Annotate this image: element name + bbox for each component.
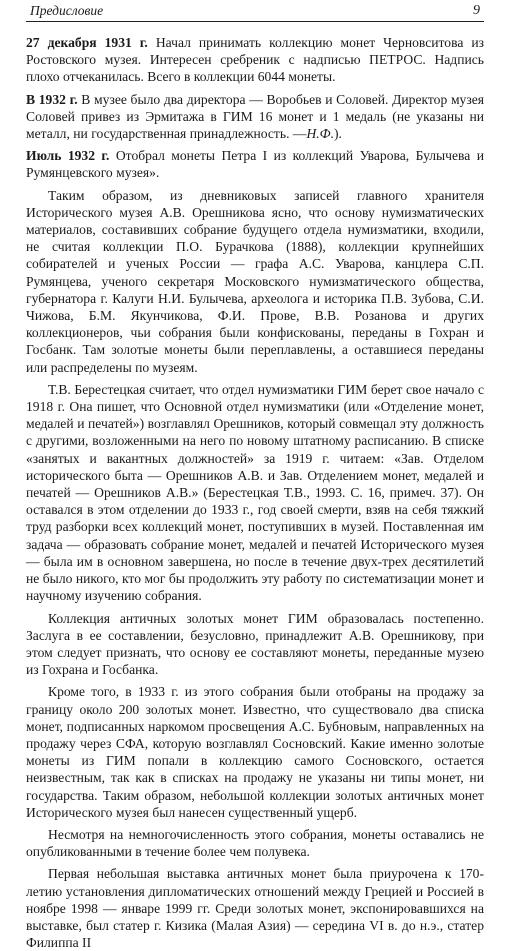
- editor-initials: Н.Ф.: [306, 126, 335, 142]
- body-paragraph: Т.В. Берестецкая считает, что отдел нумизматики ГИМ берет свое начало с 1918 г. Она пишет, что Основной отдел нумизматики (или «Отделение монет, медалей и печатей») возглавлял Орешников, который совмещал эту должность с другими, возложенными на него по новому штатному расписанию. В списке «занятых и вакантных должностей» за 1919 г. читаем: «Зав. Отделом исторического быта — Орешников А.В. и Зав. Отделением монет, медалей и печатей — Орешников А.В.» (Берестецкая Т.В., 1993. С. 16, примеч. 37). Он оставался в этом отделении до 1933 г., год своей смерти, взяв на себя тяжкий труд разборки всех коллекций монет, поступивших в музей. Поставленная им задача — образовать собрание монет, медалей и печатей Исторического музея — была им в основном завершена, но после в течение двух-трех десятилетий не было никого, кто мог бы продолжить эту работу по систематизации монет и научному изучению собрания.: [26, 381, 484, 604]
- running-header: [26, 0, 484, 22]
- diary-entry: [26, 91, 484, 143]
- entry-date: В 1932 г.: [26, 91, 78, 107]
- body-paragraph: Таким образом, из дневниковых записей главного хранителя Исторического музея А.В. Орешникова ясно, что основу нумизматических материалов, составивших собрание будущего отдела нумизматики, входили, не считая коллекции П.О. Бурачкова (1888), коллекции крупнейших собирателей и ученых России — графа А.С. Уварова, канцлера С.П. Румянцева, ученого секретаря Московского нумизматического общества, губернатора г. Калуги Н.И. Булычева, археолога и историка П.В. Зубова, С.И. Чижова, Б.М. Якунчикова, Ф.И. Прове, В.В. Розанова и других коллекционеров, чьи собрания были конфискованы, переданы в Гохран и Госбанк. Там золотые монеты были переплавлены, а оставшиеся переданы или распределены по музеям.: [26, 187, 484, 375]
- entry-text: В музее было два директора — Воробьев и Соловей. Директор музея Соловей привез из Эрмитажа в ГИМ 16 монет и 1 медаль (не указаны ни металл, ни государственная принадлежность. —: [26, 91, 485, 142]
- diary-entry: [26, 34, 484, 86]
- body-paragraph: Несмотря на немногочисленность этого собрания, монеты оставались не опубликованными в течение более чем полувека.: [26, 826, 484, 860]
- entry-text: Начал принимать коллекцию монет Черновситова из Ростовского музея. Интересен сребреник с надписью ПЕТРОС. Надпись плохо отчеканилась. Всего в коллекции 6044 монеты.: [26, 35, 484, 85]
- section-title: Предисловие: [30, 3, 104, 18]
- entry-date: 27 декабря 1931 г.: [26, 35, 148, 50]
- page-body: [26, 22, 484, 951]
- entry-text: Отобрал монеты Петра I из коллекций Уварова, Булычева и Румянцевского музея».: [26, 148, 484, 181]
- body-paragraph: Коллекция античных золотых монет ГИМ образовалась постепенно. Заслуга в ее составлении, безусловно, принадлежит А.В. Орешникову, при этом следует признать, что основу ее составляют монеты, переданные музею из Гохрана и Госбанка.: [26, 610, 484, 678]
- page-number: 9: [473, 3, 480, 18]
- body-paragraph: Кроме того, в 1933 г. из этого собрания были отобраны на продажу за границу около 200 золотых монет. Известно, что существовало два списка монет, подписанных наркомом просвещения А.С. Бубновым, направленных на продажу через СФА, которую возглавлял Сосновский. Какие именно золотые монеты из ГИМ попали в коллекцию самого Сосновского, остается неизвестным, так как в списках на продажу не указаны ни типы монет, ни государства. Таким образом, небольшой коллекции золотых античных монет Исторического музея был нанесен существенный ущерб.: [26, 684, 484, 820]
- entry-text-tail: ).: [334, 126, 342, 142]
- entry-date: Июль 1932 г.: [26, 148, 110, 164]
- body-paragraph: Первая небольшая выставка античных монет была приурочена к 170-летию установления дипломатических отношений между Грецией и Россией в ноябре 1998 — январе 1999 гг. Среди золотых монет, экспонировавшихся на выставке, был статер г. Кизика (Малая Азия) — середина VI в. до н.э., статер Филиппа II: [26, 866, 484, 951]
- diary-entry: [26, 147, 484, 181]
